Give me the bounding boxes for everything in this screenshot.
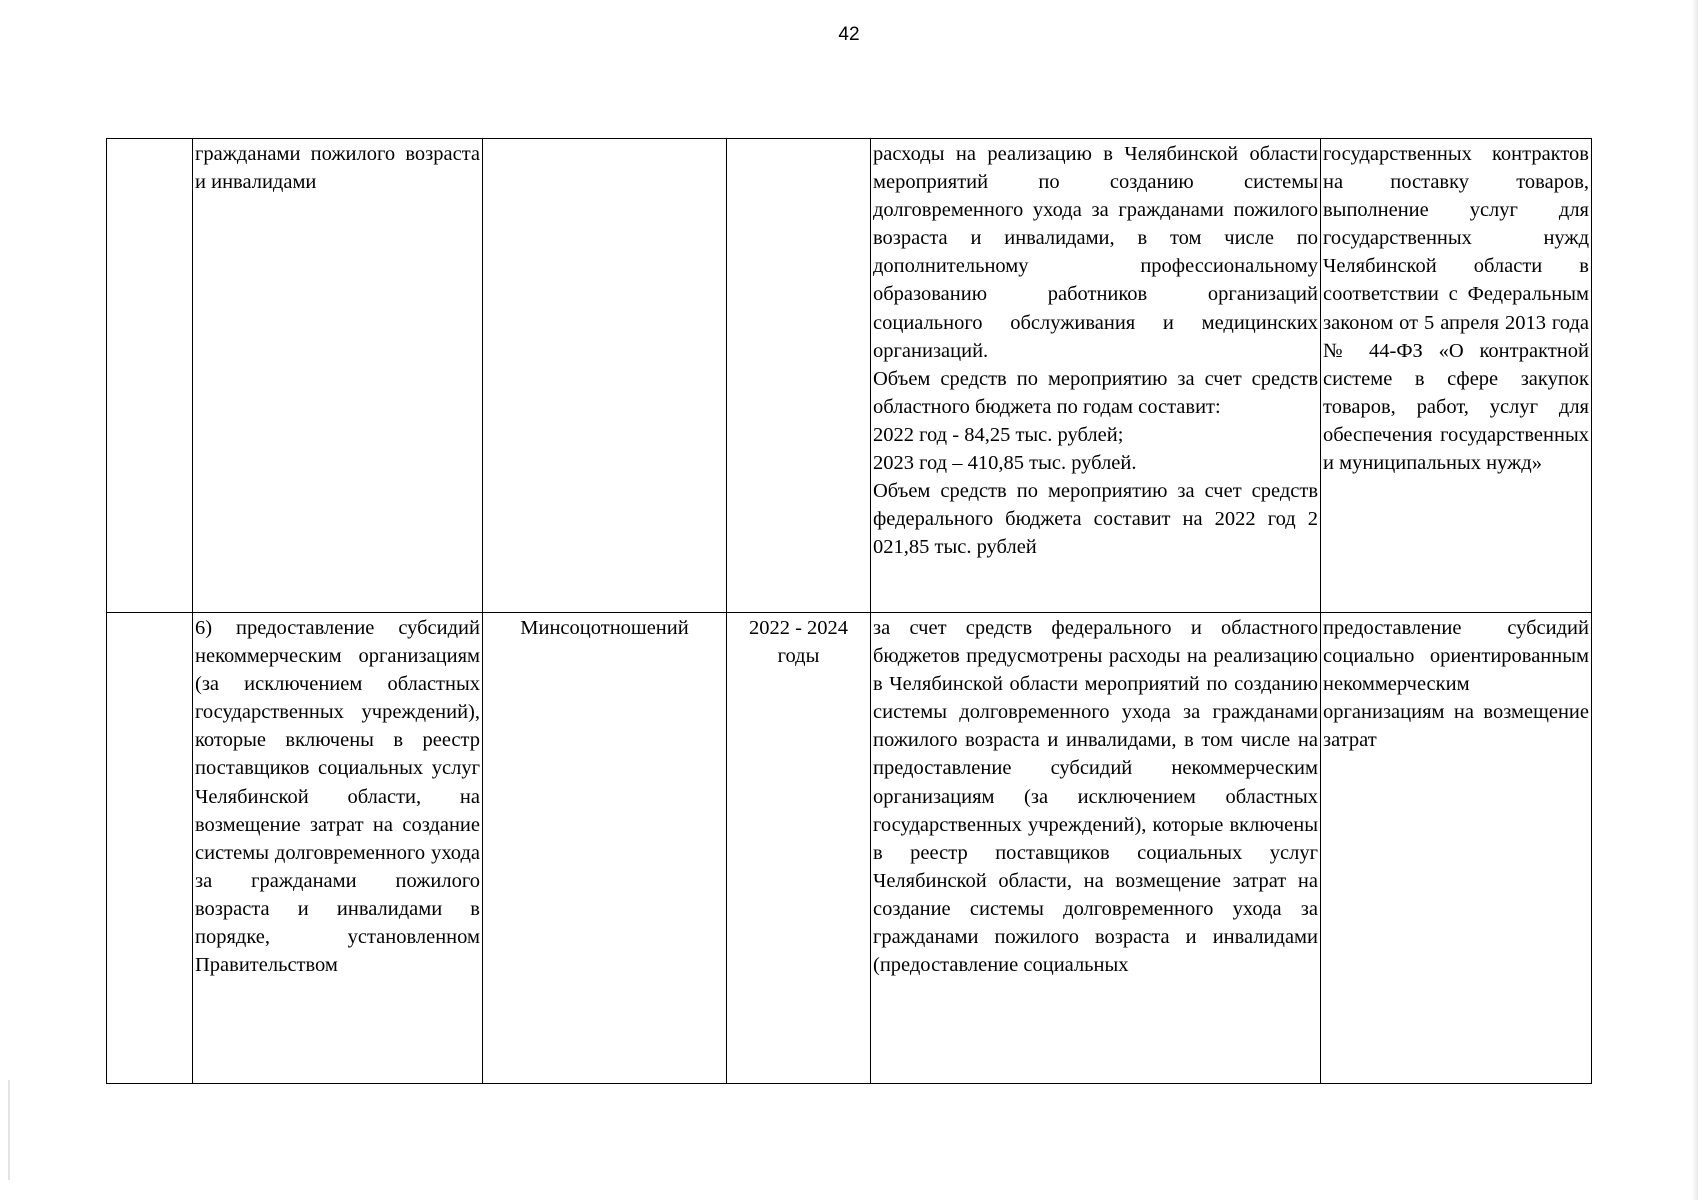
table-row	[107, 613, 1592, 1084]
period-cell	[727, 139, 871, 613]
description-paragraph: за счет средств федерального и областного бюджетов предусмотрены расходы на реализацию в Челябинской области мероприятий по созданию системы долговременного ухода за гражданами пожилого возраста и инвалидами, в том числе на предоставление субсидий некоммерческим организациям (за исключением областных государственных учреждений), которые включены в реестр поставщиков социальных услуг Челябинской области, на возмещение затрат на создание системы долговременного ухода за гражданами пожилого возраста и инвалидами (предоставление социальных	[873, 617, 1318, 977]
description-paragraph: расходы на реализацию в Челябинской области мероприятий по созданию системы долговременного ухода за гражданами пожилого возраста и инвалидами, в том числе по дополнительному профессиональному образованию работников организаций социального обслуживания и медицинских организаций.	[873, 143, 1318, 362]
description-paragraph: Объем средств по мероприятию за счет средств федерального бюджета составит на 2022 год 2 021,85 тыс. рублей	[873, 480, 1318, 559]
scan-edge-mark	[8, 1080, 10, 1180]
measure-name-cell: гражданами пожилого возраста и инвалидами	[193, 139, 483, 613]
page-number: 42	[838, 24, 860, 45]
description-line: 2023 год – 410,85 тыс. рублей.	[873, 452, 1137, 475]
measure-name-cell: 6) предоставление субсидий некоммерческим организациям (за исключением областных государственных учреждений), которые включены в реестр поставщиков социальных услуг Челябинской области, на возмещение затрат на создание системы долговременного ухода за гражданами пожилого возраста и инвалидами в порядке, установленном Правительством	[193, 613, 483, 1084]
description-cell	[871, 139, 1321, 613]
period-cell: 2022 - 2024 годы	[727, 613, 871, 1084]
scan-edge-shadow	[1692, 0, 1698, 1200]
table-row	[107, 139, 1592, 613]
measures-table	[106, 138, 1592, 1084]
result-cell: государственных контрактов на поставку товаров, выполнение услуг для государственных нужд Челябинской области в соответствии с Федеральным законом от 5 апреля 2013 года № 44-ФЗ «О контрактной системе в сфере закупок товаров, работ, услуг для обеспечения государственных и муниципальных нужд»	[1321, 139, 1592, 613]
row-number-cell	[107, 613, 193, 1084]
description-cell	[871, 613, 1321, 1084]
result-cell: предоставление субсидий социально ориентированным некоммерческим организациям на возмещение затрат	[1321, 613, 1592, 1084]
row-number-cell	[107, 139, 193, 613]
description-paragraph: Объем средств по мероприятию за счет средств областного бюджета по годам составит:	[873, 367, 1318, 418]
description-line: 2022 год - 84,25 тыс. рублей;	[873, 423, 1124, 446]
executor-cell	[483, 139, 727, 613]
executor-cell: Минсоцотношений	[483, 613, 727, 1084]
